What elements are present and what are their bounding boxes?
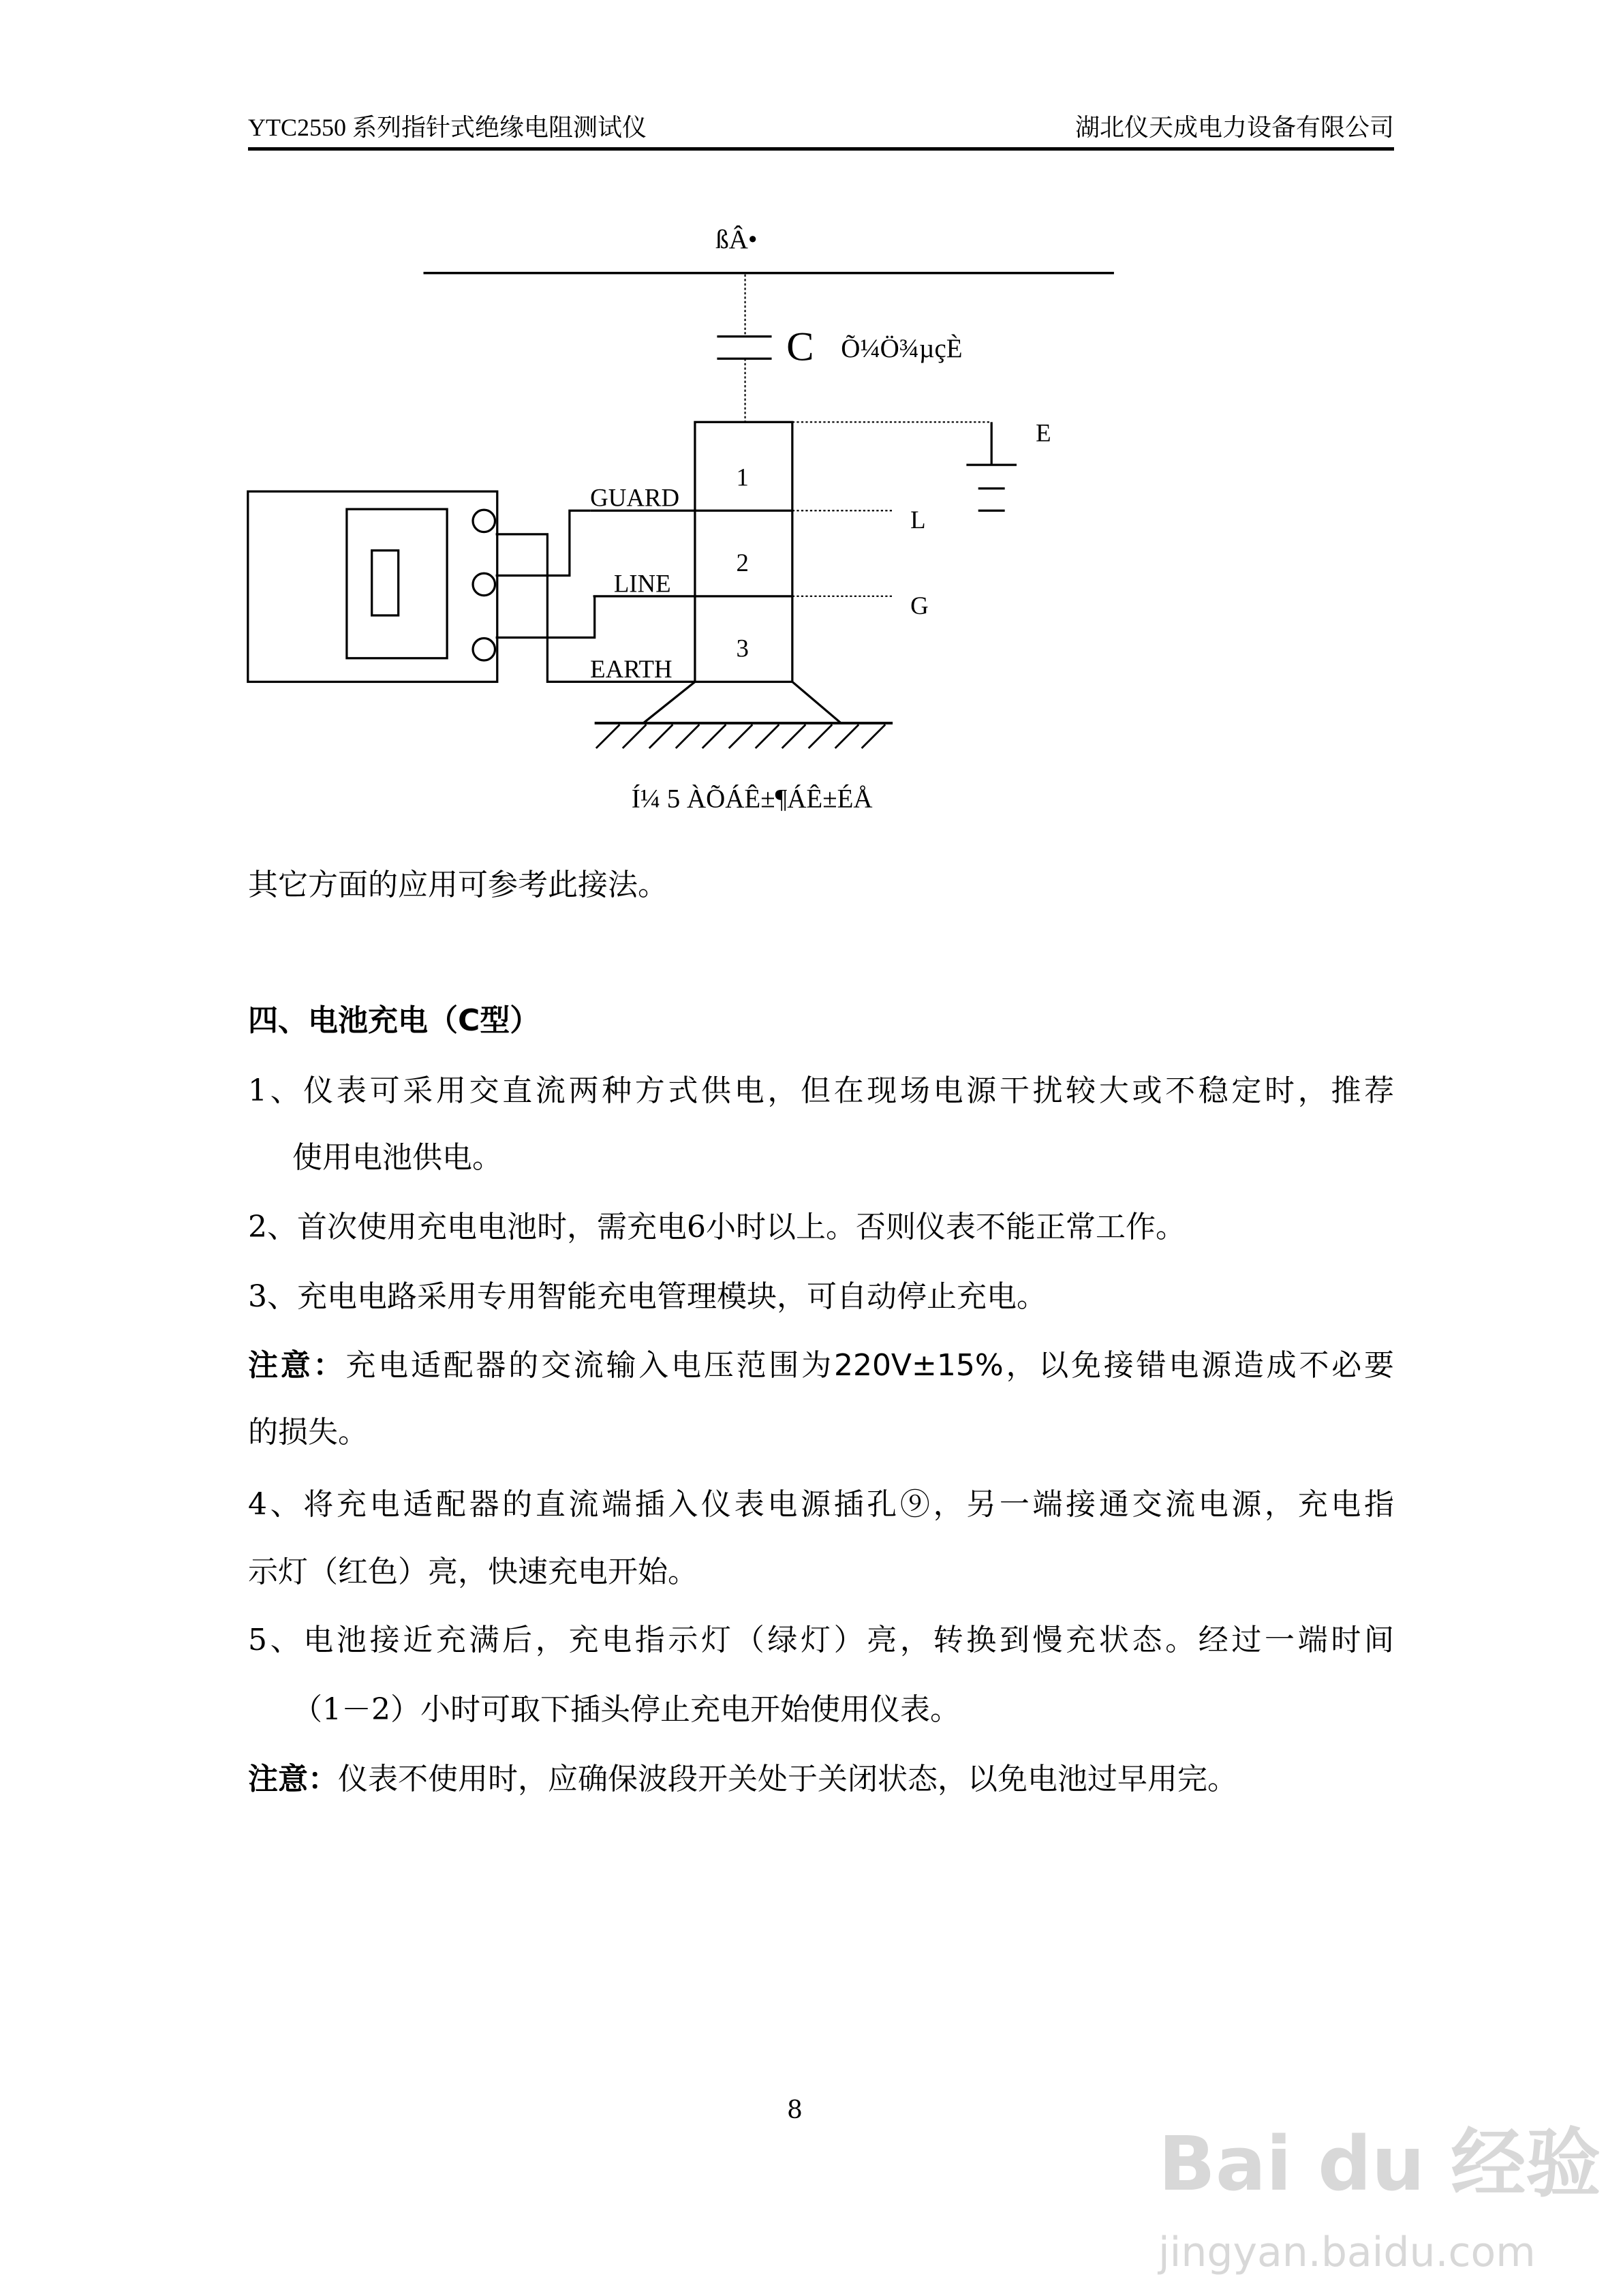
section-heading: 四、电池充电（C型） [248,1003,540,1038]
hatch-line [649,724,673,748]
guard-wire [496,510,591,575]
l-label: L [910,506,926,534]
note [248,1760,1410,1799]
note-continued: 的损失。 [248,1415,368,1450]
watermark-logo: Bai du 经验 [1158,2120,1601,2207]
page-number: 8 [787,2096,803,2124]
base [792,682,841,723]
list-item: 5、电池接近充满后，充电指示灯（绿灯）亮，转换到慢充状态。经过一端时间 [248,1623,1394,1657]
hatch-line [676,724,700,748]
note-text: 仪表不使用时，应确保波段开关处于关闭状态，以免电池过早用完。 [338,1762,1237,1796]
hatch-line [596,724,620,748]
hatch-line [782,724,806,748]
e-label: E [1036,418,1051,447]
hatch-line [729,724,753,748]
hatch-line [862,724,886,748]
list-item: 1、仪表可采用交直流两种方式供电，但在现场电源干扰较大或不稳定时，推荐 [248,1073,1394,1108]
note-text: 充电适配器的交流输入电压范围为220V±15%，以免接错电源造成不必要 [345,1348,1394,1383]
block-number: 1 [736,463,749,491]
header-left: YTC2550 系列指针式绝缘电阻测试仪 [248,114,647,141]
list-item: 4、将充电适配器的直流端插入仪表电源插孔⑨，另一端接通交流电源，充电指 [248,1487,1394,1522]
hatch-line [756,724,779,748]
hatch-line [809,724,833,748]
block-number: 2 [736,549,749,577]
terminal-icon [473,639,495,660]
ground-hatch [596,724,885,748]
top-label: ßÂ• [715,224,758,254]
paragraph: 其它方面的应用可参考此接法。 [248,868,668,902]
note-label: 注意： [248,1348,346,1383]
watermark-url: jingyan.baidu.com [1158,2229,1536,2276]
figure-caption: Í¼ 5 ÀÕÁÊ±¶ÁÊ±ÉÅ [631,784,873,814]
g-label: G [910,591,929,619]
line-wire [496,596,595,638]
base [643,682,695,723]
note [248,1346,1394,1386]
capacitor-label: Õ¼Ö¾µçÈ [841,334,963,364]
terminal-icon [473,510,495,532]
terminal-icon [473,573,495,595]
capacitor-letter: C [786,324,814,370]
header-right: 湖北仪天成电力设备有限公司 [1075,114,1394,141]
hatch-line [623,724,647,748]
list-item: 2、首次使用充电电池时，需充电6小时以上。否则仪表不能正常工作。 [248,1210,1186,1244]
hatch-line [835,724,859,748]
meter-dial [347,509,447,658]
line-label: LINE [613,569,671,598]
block-number: 3 [736,634,749,662]
hatch-line [702,724,726,748]
guard-label: GUARD [590,483,680,512]
list-item: 3、充电电路采用专用智能充电管理模块，可自动停止充电。 [248,1279,1047,1314]
list-item-continued: （1－2）小时可取下插头停止充电开始使用仪表。 [292,1692,960,1727]
list-item-continued: 使用电池供电。 [292,1140,502,1175]
earth-label: EARTH [590,654,673,683]
meter-window [372,551,399,615]
list-item-continued: 示灯（红色）亮，快速充电开始。 [248,1555,698,1589]
note-label: 注意： [248,1762,338,1796]
